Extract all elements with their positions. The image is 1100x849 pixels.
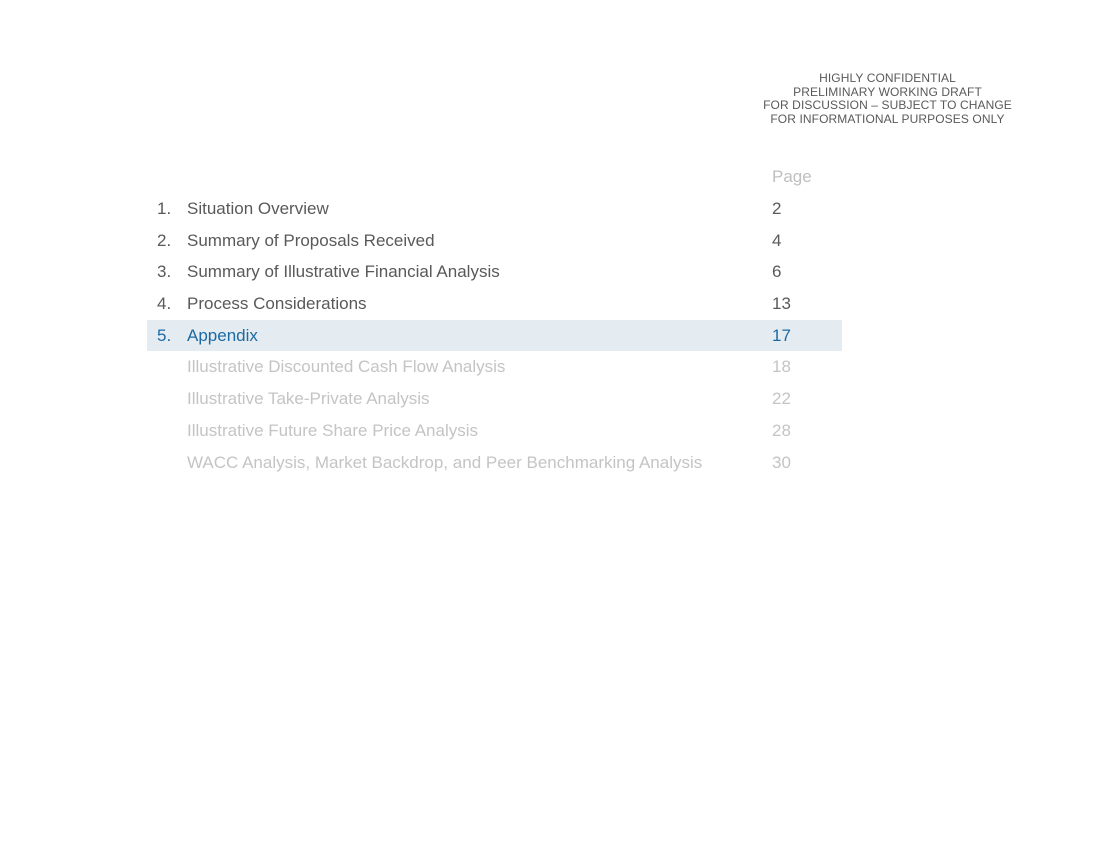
toc-item-appendix[interactable] xyxy=(147,320,842,352)
confidentiality-notice xyxy=(740,72,1035,126)
toc-item-summary-of-proposals[interactable] xyxy=(147,225,842,257)
toc-item-number: 2. xyxy=(157,230,172,250)
toc-list xyxy=(147,193,842,478)
toc-item-page: 6 xyxy=(772,262,782,282)
confidentiality-line: PRELIMINARY WORKING DRAFT xyxy=(793,84,982,99)
toc-subitem-page: 30 xyxy=(772,452,791,472)
toc-subitem-wacc-analysis[interactable] xyxy=(147,447,842,479)
page-column-header: Page xyxy=(772,167,812,186)
toc-subitem-title: WACC Analysis, Market Backdrop, and Peer Benchmarking Analysis xyxy=(187,452,703,472)
confidentiality-line: FOR DISCUSSION – SUBJECT TO CHANGE xyxy=(763,98,1012,112)
toc-item-title: Summary of Proposals Received xyxy=(187,230,435,250)
confidentiality-line: HIGHLY CONFIDENTIAL xyxy=(819,71,956,85)
toc-item-page: 17 xyxy=(772,325,791,345)
toc-item-page: 13 xyxy=(772,294,791,314)
toc-item-title: Process Considerations xyxy=(187,294,367,314)
toc-subitem-page: 28 xyxy=(772,420,791,440)
toc-item-title: Appendix xyxy=(187,325,258,345)
toc-item-number: 3. xyxy=(157,262,172,282)
toc-item-number: 1. xyxy=(157,199,172,218)
toc-item-number: 4. xyxy=(157,294,172,314)
toc-item-summary-of-financial-analysis[interactable] xyxy=(147,256,842,288)
toc-subitem-dcf-analysis[interactable] xyxy=(147,351,842,383)
toc-subitem-take-private-analysis[interactable] xyxy=(147,383,842,415)
toc-subitem-title: Illustrative Future Share Price Analysis xyxy=(187,420,479,440)
toc-subitem-page: 22 xyxy=(772,389,791,409)
toc-item-process-considerations[interactable] xyxy=(147,288,842,320)
toc-item-number: 5. xyxy=(157,325,172,345)
toc-subitem-future-share-price-analysis[interactable] xyxy=(147,415,842,447)
toc-subitem-title: Illustrative Discounted Cash Flow Analysis xyxy=(187,357,506,377)
toc-item-title: Summary of Illustrative Financial Analysis xyxy=(187,262,500,282)
toc-item-page: 2 xyxy=(772,199,782,218)
confidentiality-line: FOR INFORMATIONAL PURPOSES ONLY xyxy=(770,111,1005,126)
toc-subitem-page: 18 xyxy=(772,357,791,377)
toc-subitem-title: Illustrative Take-Private Analysis xyxy=(187,389,430,409)
toc-item-page: 4 xyxy=(772,230,782,250)
toc-item-situation-overview[interactable] xyxy=(147,193,842,225)
toc-item-title: Situation Overview xyxy=(187,199,329,218)
